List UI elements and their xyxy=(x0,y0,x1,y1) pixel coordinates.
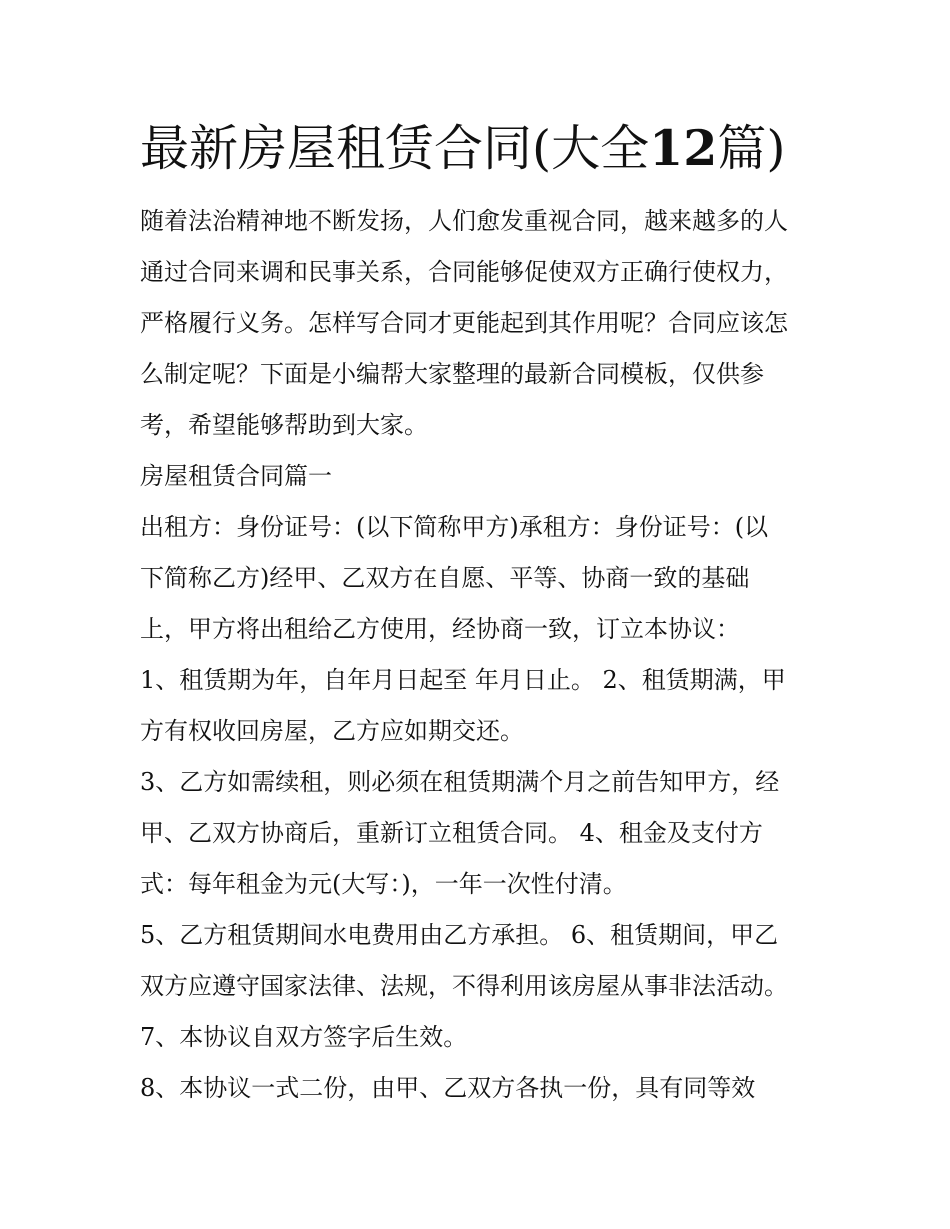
title-number: 12 xyxy=(649,119,718,177)
clause-line: 8、本协议一式二份，由甲、乙双方各执一份，具有同等效 xyxy=(140,1074,756,1102)
clause-line: 双方应遵守国家法律、法规，不得利用该房屋从事非法活动。 xyxy=(140,972,788,1000)
paragraph-line: 考，希望能够帮助到大家。 xyxy=(140,411,428,439)
clause-line: 3、乙方如需续租，则必须在租赁期满个月之前告知甲方，经 xyxy=(140,768,780,796)
paragraph-line: 上，甲方将出租给乙方使用，经协商一致，订立本协议： xyxy=(140,615,740,643)
title-suffix: 篇) xyxy=(717,120,786,177)
paragraph-line: 随着法治精神地不断发扬，人们愈发重视合同，越来越多的人 xyxy=(140,207,788,235)
title-text: 最新房屋租赁合同(大全 xyxy=(140,120,650,177)
clause-line: 1、租赁期为年，自年月日起至 年月日止。 2、租赁期满，甲 xyxy=(140,666,786,694)
paragraph-line: 出租方：身份证号：(以下简称甲方)承租方：身份证号：(以 xyxy=(140,513,769,541)
clause-line: 式：每年租金为元(大写：)，一年一次性付清。 xyxy=(140,870,627,898)
paragraph-line: 么制定呢？下面是小编帮大家整理的最新合同模板，仅供参 xyxy=(140,360,764,388)
section-heading: 房屋租赁合同篇一 xyxy=(140,462,332,490)
clause-line: 5、乙方租赁期间水电费用由乙方承担。 6、租赁期间，甲乙 xyxy=(140,921,779,949)
clause-line: 7、本协议自双方签字后生效。 xyxy=(140,1023,468,1051)
clause-line: 甲、乙双方协商后，重新订立租赁合同。 4、租金及支付方 xyxy=(140,819,763,847)
paragraph-line: 严格履行义务。怎样写合同才更能起到其作用呢？合同应该怎 xyxy=(140,309,788,337)
paragraph-line: 下简称乙方)经甲、乙双方在自愿、平等、协商一致的基础 xyxy=(140,564,750,592)
paragraph-line: 通过合同来调和民事关系，合同能够促使双方正确行使权力， xyxy=(140,258,788,286)
clause-line: 方有权收回房屋，乙方应如期交还。 xyxy=(140,717,524,745)
document-title xyxy=(140,116,785,181)
